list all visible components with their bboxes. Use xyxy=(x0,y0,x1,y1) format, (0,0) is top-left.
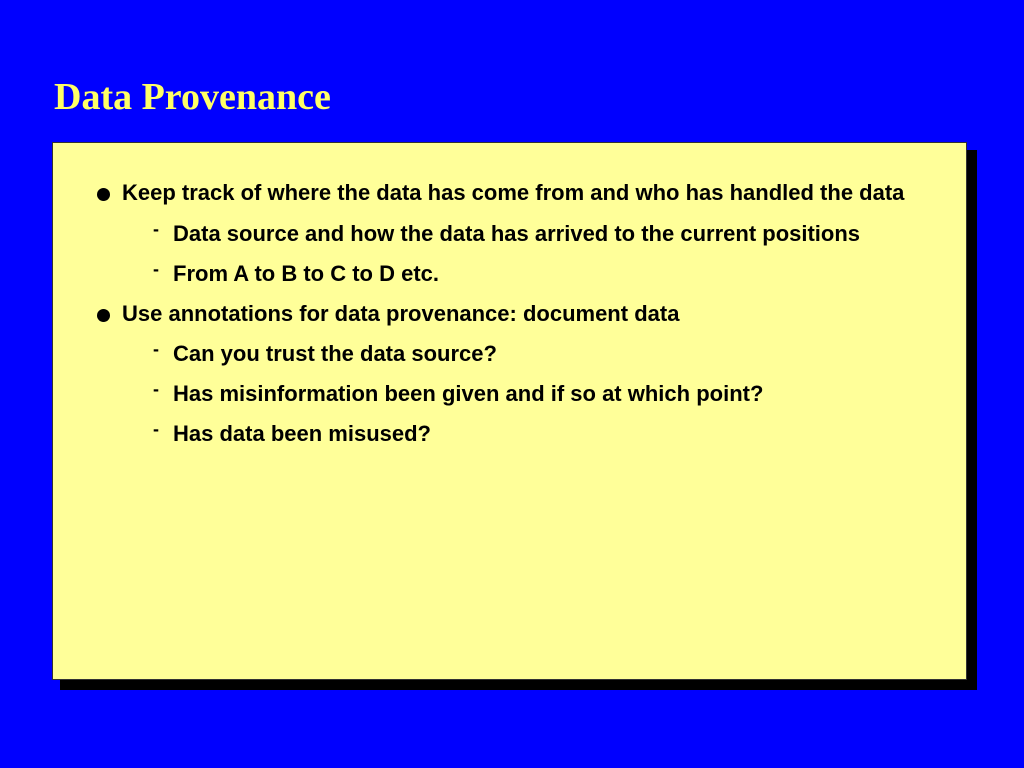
dash-marker-icon: - xyxy=(153,259,159,279)
sub-bullet-item xyxy=(53,378,966,410)
sub-bullet-text: Has data been misused? xyxy=(173,421,431,446)
sub-bullet-text: Can you trust the data source? xyxy=(173,341,497,366)
dash-marker-icon: - xyxy=(153,219,159,239)
sub-bullet-text: Data source and how the data has arrived to the current positions xyxy=(173,221,861,246)
sub-bullet-item xyxy=(53,418,966,450)
content-box xyxy=(52,142,967,680)
dash-marker-icon: - xyxy=(153,379,159,399)
sub-bullet-item xyxy=(53,258,966,290)
dash-marker-icon: - xyxy=(153,419,159,439)
bullet-item xyxy=(53,177,966,209)
bullet-list xyxy=(53,143,966,450)
sub-bullet-item xyxy=(53,338,966,370)
bullet-dot-icon xyxy=(97,188,110,201)
bullet-text: Use annotations for data provenance: document data xyxy=(122,301,680,326)
bullet-item xyxy=(53,298,966,330)
bullet-text: Keep track of where the data has come from and who has handled the data xyxy=(122,180,905,205)
dash-marker-icon: - xyxy=(153,339,159,359)
sub-bullet-item xyxy=(53,218,966,250)
sub-bullet-text: Has misinformation been given and if so at which point? xyxy=(173,381,764,406)
slide-title: Data Provenance xyxy=(54,76,331,118)
sub-bullet-text: From A to B to C to D etc. xyxy=(173,261,440,286)
bullet-dot-icon xyxy=(97,309,110,322)
